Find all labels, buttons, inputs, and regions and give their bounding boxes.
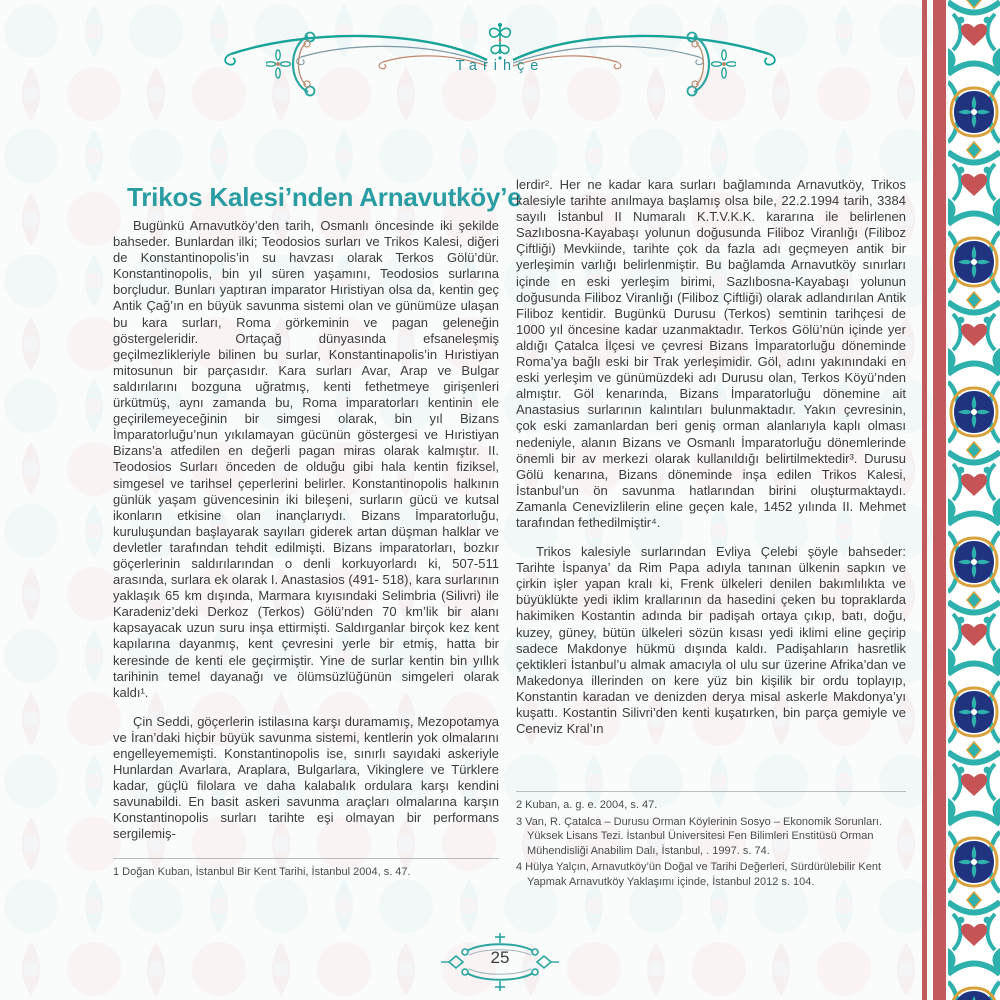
iznik-tile-border-icon [948,0,1000,1000]
border-red-stripe [933,0,946,1000]
right-column [516,177,906,750]
footnotes-right [516,791,906,891]
footnotes-left [113,858,499,882]
footnote-divider [516,791,906,792]
paragraph: Çin Seddi, göçerlerin istilasına karşı duramamış, Mezopotamya ve İran’daki hiçbir büyük savunma sistemi, kentlerin yok olmalarını engelleyememişti. Konstantinopolis ise, sınırlı sayıdaki askeriyle Hunlardan Avarlara, Araplara, Bulgarlara, Vikinglere ve Türklere kadar, güçlü filolara ve daha kalabalık ordulara karşı kendini savunabildi. En basit askeri savunma araçları olmalarına karşın Konstantinopolis surları tarihte eşi olmayan bir performans sergilemiş- [113,713,499,842]
section-label: Tarihçe [455,58,545,74]
footnote-divider [113,858,499,859]
paragraph: lerdir². Her ne kadar kara surları bağlamında Arnavutköy, Trikos kalesiyle tarihte anılmaya başlamış olsa bile, 22.2.1994 tarih, 3384 sayılı İstanbul II Numaralı K.T.V.K.K. kararına ile belirlenen Sazlıbosna-Kayabaşı yolunun doğusunda Filiboz Viranlığı (Filiboz Çiftliği) Mevkiinde, tarihte çok da fazla adı geçmeyen antik bir yerleşimin varlığı belirlenmiştir. Bu bağlamda Arnavutköy sınırları içinde en eski yerleşim birimi, Sazlıbosna-Kayabaşı yolunun doğusunda Filiboz Viranlığı (Filiboz Çiftliği) olarak adlandırılan Antik Filiboz kentidir. Bugünkü Durusu (Terkos) semtinin tarihçesi de 1000 yıl öncesine kadar uzanmaktadır. Terkos Gölü’nün içinde yer aldığı Çatalca İlçesi ve çevresi Bizans İmparatorluğu döneminde Roma’ya bağlı eski bir Trak yerleşimidir. Göl, adını yakınındaki en eski yerleşim ve günümüzdeki adı Durusu olan, Terkos Köyü’nden almıştır. Göl kenarında, Bizans İmparatorluğu dönemine ait Anastasius surlarının kalıntıları bulunmaktadır. Yakın çevresinin, çok eski zamanlardan beri geniş orman alanlarıyla kaplı olması nedeniyle, alanın Bizans ve Osmanlı İmparatorluğu dönemlerinde önemli bir av merkezi olarak kullanıldığı belirtilmektedir³. Durusu Gölü kenarına, Bizans döneminde inşa edilen Trikos Kalesi, İstanbul’un ön savunma hatlarından birini oluşturmaktaydı. Zamanla Cenevizlilerin eline geçen kale, 1452 yılında II. Mehmet tarafından fethedilmiştir⁴. [516,177,906,530]
paragraph: Trikos kalesiyle surlarından Evliya Çelebi şöyle bahseder: Tarihte İspanya’ da Rim Papa adıyla tanınan ülkenin sapkın ve çirkin işler yapan kralı ki, Frenk ülkeleri denilen bakımlılıkta ve büyüklükte yedi iklim krallarının da hasedini çeken bu topraklarda hakimiken Kostantin adında bir padişah ortaya çıkıp, batı, doğu, kuzey, güney, bütün ülkeleri sözün kısası yedi iklimi eline geçirip sadece Makdonye hükmü dışında kaldı. Padişahların hasretlik çektikleri İstanbul’u almak amacıyla ol ulu sur üzerine Afrika’dan ve Makedonya illerinden on kere yüz bin kişilik bir ordu toplayıp, Konstantin karadan ve denizden derya misal askerle Makdonya’yı kuşattı. Kostantin Silivri’den kenti kuşatırken, bin parça gemiyle ve Ceneviz Kral’ın [516,544,906,737]
footnote: 3 Van, R. Çatalca – Durusu Orman Köylerinin Sosyo – Ekonomik Sorunları. Yüksek Lisans Tezi. İstanbul Üniversitesi Fen Bilimleri Enstitüsü Orman Mühendisliği Anabilim Dalı, İstanbul, . 1997. s. 74. [516,815,883,857]
footnote: 2 Kuban, a. g. e. 2004, s. 47. [516,799,658,811]
page-number: 25 [490,948,510,967]
border-red-line [922,0,927,1000]
page-number-ornament [435,931,565,993]
footnote: 4 Hülya Yalçın, Arnavutköy’ün Doğal ve Tarihi Değerleri, Sürdürülebilir Kent Yapmak Arnavutköy Yaklaşımı içinde, İstanbul 2012 s. 104. [516,861,882,888]
left-column [113,218,499,856]
article-title: Trikos Kalesi’nden Arnavutköy’e [127,182,522,212]
footnote: 1 Doğan Kuban, İstanbul Bir Kent Tarihi, İstanbul 2004, s. 47. [113,866,411,878]
paragraph: Bugünkü Arnavutköy’den tarih, Osmanlı öncesinde iki şekilde bahseder. Bunlardan ilki; Teodosios surları ve Trikos Kalesi, diğeri de Konstantinopolis’in su havzası olarak Terkos Gölü’dür. Konstantinopolis, bin yıl süren yaşamını, Teodosios surlarına borçludur. Bunları yaptıran imparator Hıristiyan olsa da, kentin geç Antik Çağ’ın en büyük savunma sistemi olan ve günümüze ulaşan bu kara surları, Roma görkeminin ve pagan geleneğin göstergeleridir. Ortaçağ dünyasında efsaneleşmiş geçilmezlikleriyle bilinen bu surlar, Konstantinapolis’in Hıristiyan mitosunun bir parçasıdır. Kara surları Avar, Arap ve Bulgar saldırılarını bozguna uğratmış, kenti fethetmeye girişenleri ürkütmüş, aynı zamanda bu, Roma imparatorları kentinin ele geçirilemeyeceğinin bir simgesi olarak, bin yıl Bizans İmparatorluğu’nun yıkılamayan gücünün göstergesi ve Hıristiyan Bizans’a atfedilen en değerli pagan miras olarak kalmıştır. II. Teodosios Surları önceden de olduğu gibi hala kentin fiziksel, simgesel ve tarihsel çeperlerini belirler. Konstantinopolis halkının günlük yaşam güvencesinin iki bileşeni, surların gücü ve kutsal ikonların etkisine olan inançlarıydı. Bizans İmparatorluğu, kuruluşundan başlayarak sayıları giderek artan düşman halklar ve devletler tarafından tehdit edilmişti. Bizans imparatorları, bozkır göçerlerinin saldırılarından o denli korkuyorlardı ki, 507-511 arasında, surlara ek olarak I. Anastasios (491- 518), kara surlarının yaklaşık 65 km dışında, Marmara kıyısındaki Selimbria (Silivri) ile Karadeniz’deki Derkoz (Terkos) Gölü’nden 70 km’lik bir alanı kapsayacak uzun suru inşa ettirmişti. Saldırganlar birçok kez kent kapılarına dayanmış, kent çevresini yerle bir etmiş, hatta bir keresinde de kenti ele geçirmiştir. Yine de surlar kentin bin yıllık tarihinin temel dayanağı ve ölümsüzlüğünün simgeleri olarak kaldı¹. [113,218,499,700]
